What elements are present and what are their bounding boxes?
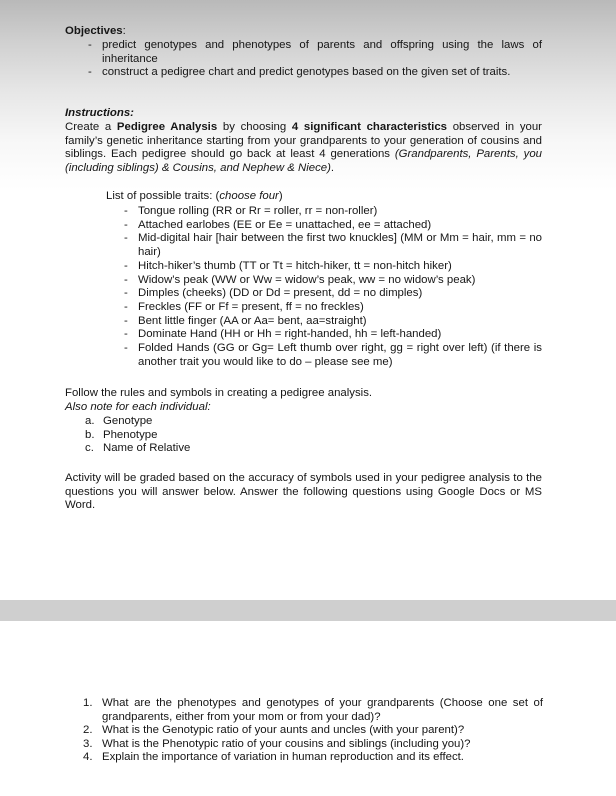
objectives-heading bbox=[65, 25, 542, 39]
rules-item bbox=[85, 442, 485, 456]
objectives-colon: : bbox=[122, 25, 126, 37]
question-text: Explain the importance of variation in human reproduction and its effect. bbox=[102, 751, 464, 764]
trait-item: - Tongue rolling (RR or Rr = roller, rr = non-roller) bbox=[138, 205, 542, 219]
objective-item: - predict genotypes and phenotypes of parents and offspring using the laws of inheritance bbox=[102, 39, 542, 66]
rules-item-text: Name of Relative bbox=[103, 442, 191, 455]
rules-marker: b. bbox=[85, 428, 95, 441]
instructions-bold-2: 4 significant characteristics bbox=[291, 121, 447, 133]
trait-item: - Mid-digital hair [hair between the first two knuckles] (MM or Mm = hair, mm = no hair) bbox=[138, 232, 542, 259]
instructions-bold-1: Pedigree Analysis bbox=[116, 121, 218, 133]
question-marker: 2. bbox=[83, 724, 93, 737]
question-text: What is the Phenotypic ratio of your cousins and siblings (including you)? bbox=[102, 737, 471, 750]
traits-list bbox=[138, 205, 542, 369]
rules-line-2 bbox=[65, 401, 542, 415]
objectives-list bbox=[102, 39, 542, 80]
rules-marker: a. bbox=[85, 415, 95, 427]
question-marker: 1. bbox=[83, 697, 93, 709]
objectives-title: Objectives bbox=[65, 25, 123, 37]
activity-paragraph: Activity will be graded based on the accuracy of symbols used in your pedigree analysis to the questions you will answer below. Answer the following questions using Google Docs or MS Word. bbox=[65, 472, 542, 512]
trait-item: - Bent little finger (AA or Aa= bent, aa=straight) bbox=[138, 315, 542, 329]
rules-note: Also note for each individual: bbox=[65, 401, 211, 413]
question-item bbox=[83, 738, 543, 752]
rules-list bbox=[85, 415, 485, 456]
question-text: What are the phenotypes and genotypes of your grandparents (Choose one set of grandparents, either from your mom or from your dad)? bbox=[102, 697, 543, 723]
rules-line-1: Follow the rules and symbols in creating a pedigree analysis. bbox=[65, 387, 373, 399]
trait-item: - Attached earlobes (EE or Ee = unattached, ee = attached) bbox=[138, 219, 542, 233]
rules-item-text: Phenotype bbox=[103, 428, 158, 441]
instructions-text-3: observed in your family’s genetic inheritance starting from your grandparents to your generation of cousins and siblings. Each pedigree should go back at least 4 generations bbox=[65, 121, 542, 161]
trait-item: - Freckles (FF or Ff = present, ff = no freckles) bbox=[138, 301, 542, 315]
trait-item: - Widow’s peak (WW or Ww = widow’s peak, ww = no widow’s peak) bbox=[138, 274, 542, 288]
rules-item-text: Genotype bbox=[103, 415, 153, 427]
instructions-title: Instructions: bbox=[65, 107, 134, 119]
questions-list bbox=[83, 697, 543, 765]
trait-item: - Dominate Hand (HH or Hh = right-handed, hh = left-handed) bbox=[138, 328, 542, 342]
objective-item: - construct a pedigree chart and predict genotypes based on the given set of traits. bbox=[102, 66, 542, 80]
instructions-text-2: by choosing bbox=[217, 121, 292, 133]
question-text: What is the Genotypic ratio of your aunts and uncles (with your parent)? bbox=[102, 724, 465, 737]
document-page-2 bbox=[0, 621, 616, 796]
traits-intro-emphasis: choose four bbox=[219, 190, 279, 202]
rules-item bbox=[85, 415, 485, 429]
rules-marker: c. bbox=[85, 442, 94, 455]
trait-item: - Hitch-hiker’s thumb (TT or Tt = hitch-hiker, tt = non-hitch hiker) bbox=[138, 260, 542, 274]
instructions-text-1: Create a bbox=[65, 121, 117, 133]
question-item bbox=[83, 697, 543, 724]
question-marker: 4. bbox=[83, 751, 93, 764]
question-item bbox=[83, 724, 543, 738]
traits-intro-end: ) bbox=[278, 190, 283, 202]
trait-item: - Folded Hands (GG or Gg= Left thumb over right, gg = right over left) (if there is another trait you would like to do – please see me) bbox=[138, 342, 542, 369]
question-marker: 3. bbox=[83, 737, 93, 750]
instructions-paragraph bbox=[65, 121, 542, 175]
instructions-heading bbox=[65, 107, 542, 121]
instructions-text-4: . bbox=[330, 161, 335, 174]
page-gap bbox=[0, 600, 616, 621]
question-item bbox=[83, 751, 543, 765]
traits-intro bbox=[106, 190, 542, 204]
rules-item bbox=[85, 429, 485, 443]
trait-item: - Dimples (cheeks) (DD or Dd = present, dd = no dimples) bbox=[138, 287, 542, 301]
traits-intro-text: List of possible traits: ( bbox=[106, 190, 220, 202]
instructions-generations: (Grandparents, Parents, you (including siblings) & Cousins, and Nephew & Niece) bbox=[65, 148, 542, 174]
